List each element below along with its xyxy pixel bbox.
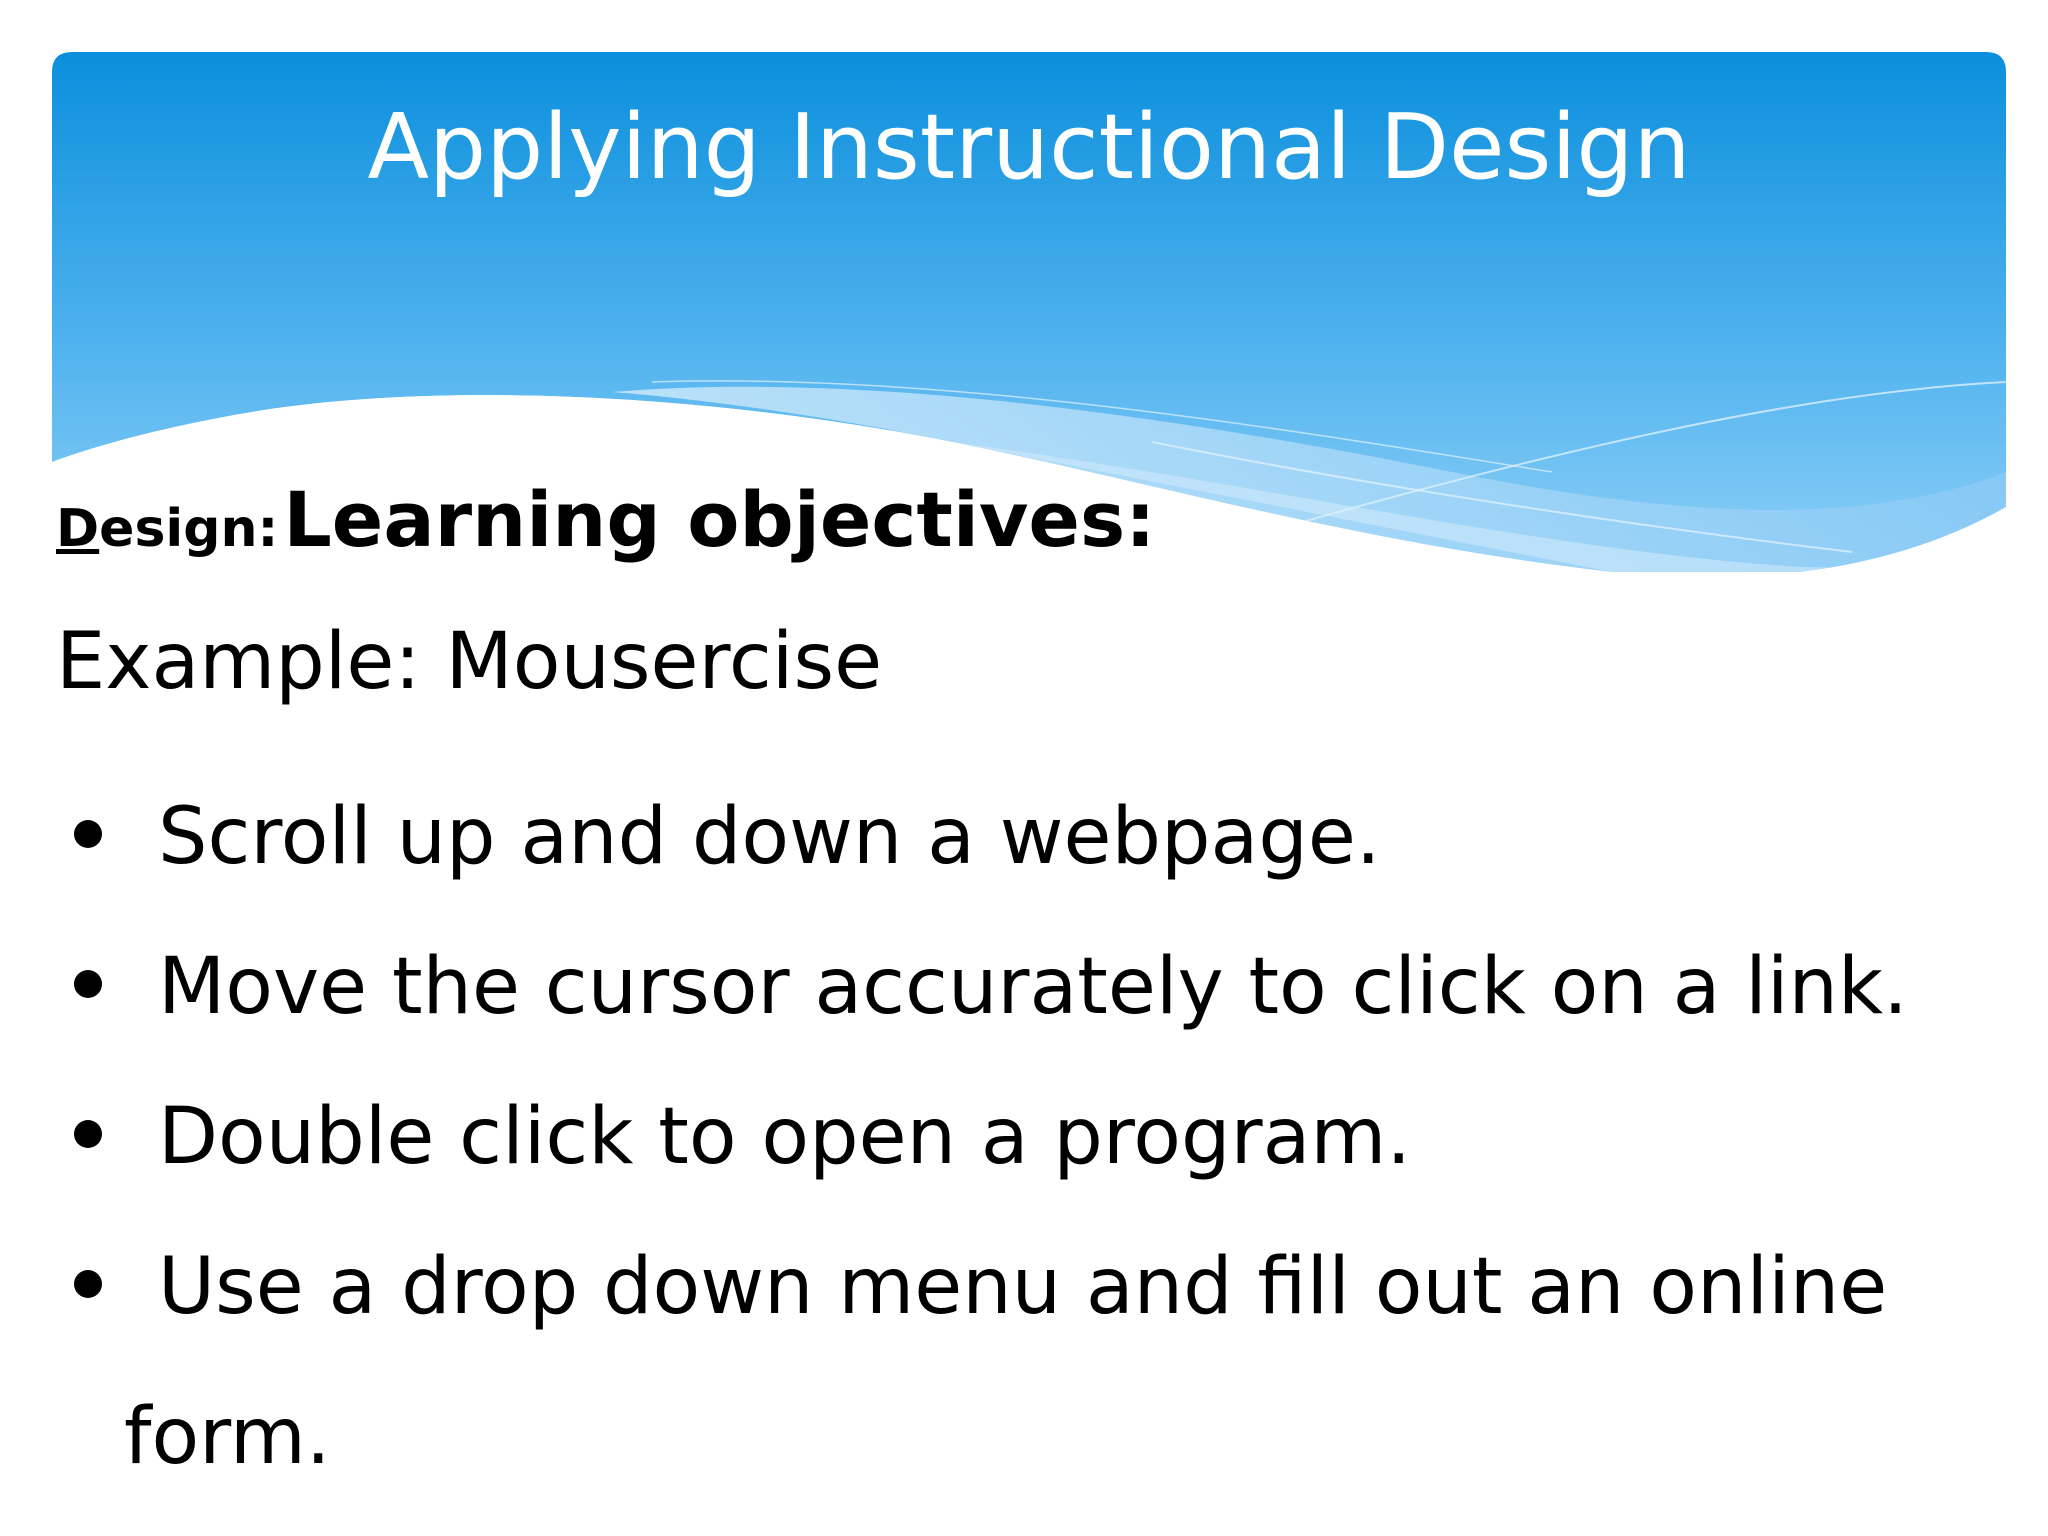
list-item-text: Scroll up and down a webpage. [158,792,1381,882]
list-item-continuation: form. [124,1392,331,1482]
bullet-icon [74,970,102,998]
list-item [60,1212,1908,1512]
bullet-icon [74,1120,102,1148]
bullet-icon [74,820,102,848]
list-item-text: Use a drop down menu and fill out an online [158,1242,1888,1332]
subheading [56,470,1156,591]
design-label-rest: esign: [99,499,279,559]
list-item-text: Move the cursor accurately to click on a link. [158,942,1908,1032]
bullet-icon [74,1270,102,1298]
design-label [56,499,278,559]
example-line: Example: Mousercise [56,617,883,707]
slide-title: Applying Instructional Design [367,95,1691,200]
list-item [60,762,1908,912]
objectives-list [60,762,1908,1512]
list-item-text: Double click to open a program. [158,1092,1412,1182]
list-item [60,1062,1908,1212]
design-label-first-letter: D [56,499,100,559]
list-item [60,912,1908,1062]
objectives-heading: Learning objectives: [283,475,1156,564]
